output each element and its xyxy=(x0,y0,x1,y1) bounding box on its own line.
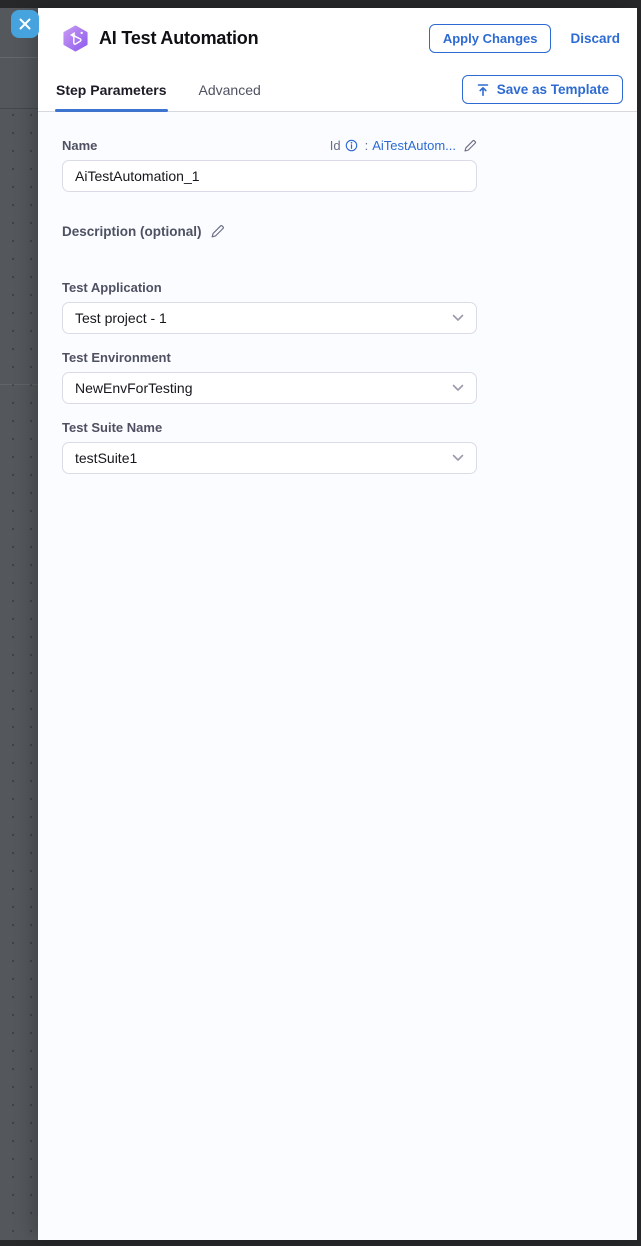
close-icon xyxy=(19,18,31,30)
test-environment-value: NewEnvForTesting xyxy=(75,380,193,396)
chevron-down-icon xyxy=(452,454,464,462)
test-suite-name-label: Test Suite Name xyxy=(62,420,163,435)
step-parameters-panel xyxy=(38,112,637,1240)
save-as-template-label: Save as Template xyxy=(496,82,609,97)
canvas-divider xyxy=(0,57,38,58)
ai-test-automation-step-icon xyxy=(62,25,89,52)
test-application-select[interactable] xyxy=(62,302,477,334)
tab-step-parameters[interactable]: Step Parameters xyxy=(55,68,168,111)
canvas-divider xyxy=(0,108,38,109)
step-config-drawer xyxy=(38,8,637,1240)
close-drawer-button[interactable] xyxy=(11,10,39,38)
tabbar-spacer xyxy=(262,68,462,111)
edit-id-pencil-icon[interactable] xyxy=(463,139,477,153)
save-as-template-button[interactable] xyxy=(462,75,623,104)
upload-template-icon xyxy=(476,83,490,97)
id-colon: : xyxy=(364,138,369,153)
name-label: Name xyxy=(62,138,98,153)
test-environment-label: Test Environment xyxy=(62,350,171,365)
test-application-value: Test project - 1 xyxy=(75,310,167,326)
dimmed-canvas-background xyxy=(0,8,38,1240)
drawer-tabbar xyxy=(38,68,637,112)
edit-description-pencil-icon[interactable] xyxy=(210,224,225,239)
tab-advanced[interactable]: Advanced xyxy=(198,81,261,98)
test-suite-name-value: testSuite1 xyxy=(75,450,138,466)
step-id-value[interactable]: AiTestAutom... xyxy=(372,138,456,153)
name-input[interactable] xyxy=(62,160,477,192)
id-label: Id xyxy=(329,138,341,153)
description-label: Description (optional) xyxy=(62,224,202,239)
chevron-down-icon xyxy=(452,384,464,392)
page-title: AI Test Automation xyxy=(99,27,259,48)
test-environment-select[interactable] xyxy=(62,372,477,404)
test-suite-name-select[interactable] xyxy=(62,442,477,474)
discard-button[interactable]: Discard xyxy=(570,30,620,46)
drawer-header xyxy=(38,8,637,68)
chevron-down-icon xyxy=(452,314,464,322)
id-info-icon[interactable] xyxy=(345,139,358,152)
canvas-divider xyxy=(0,384,38,385)
step-id-row xyxy=(330,138,477,153)
test-application-label: Test Application xyxy=(62,280,162,295)
apply-changes-button[interactable]: Apply Changes xyxy=(429,24,552,53)
